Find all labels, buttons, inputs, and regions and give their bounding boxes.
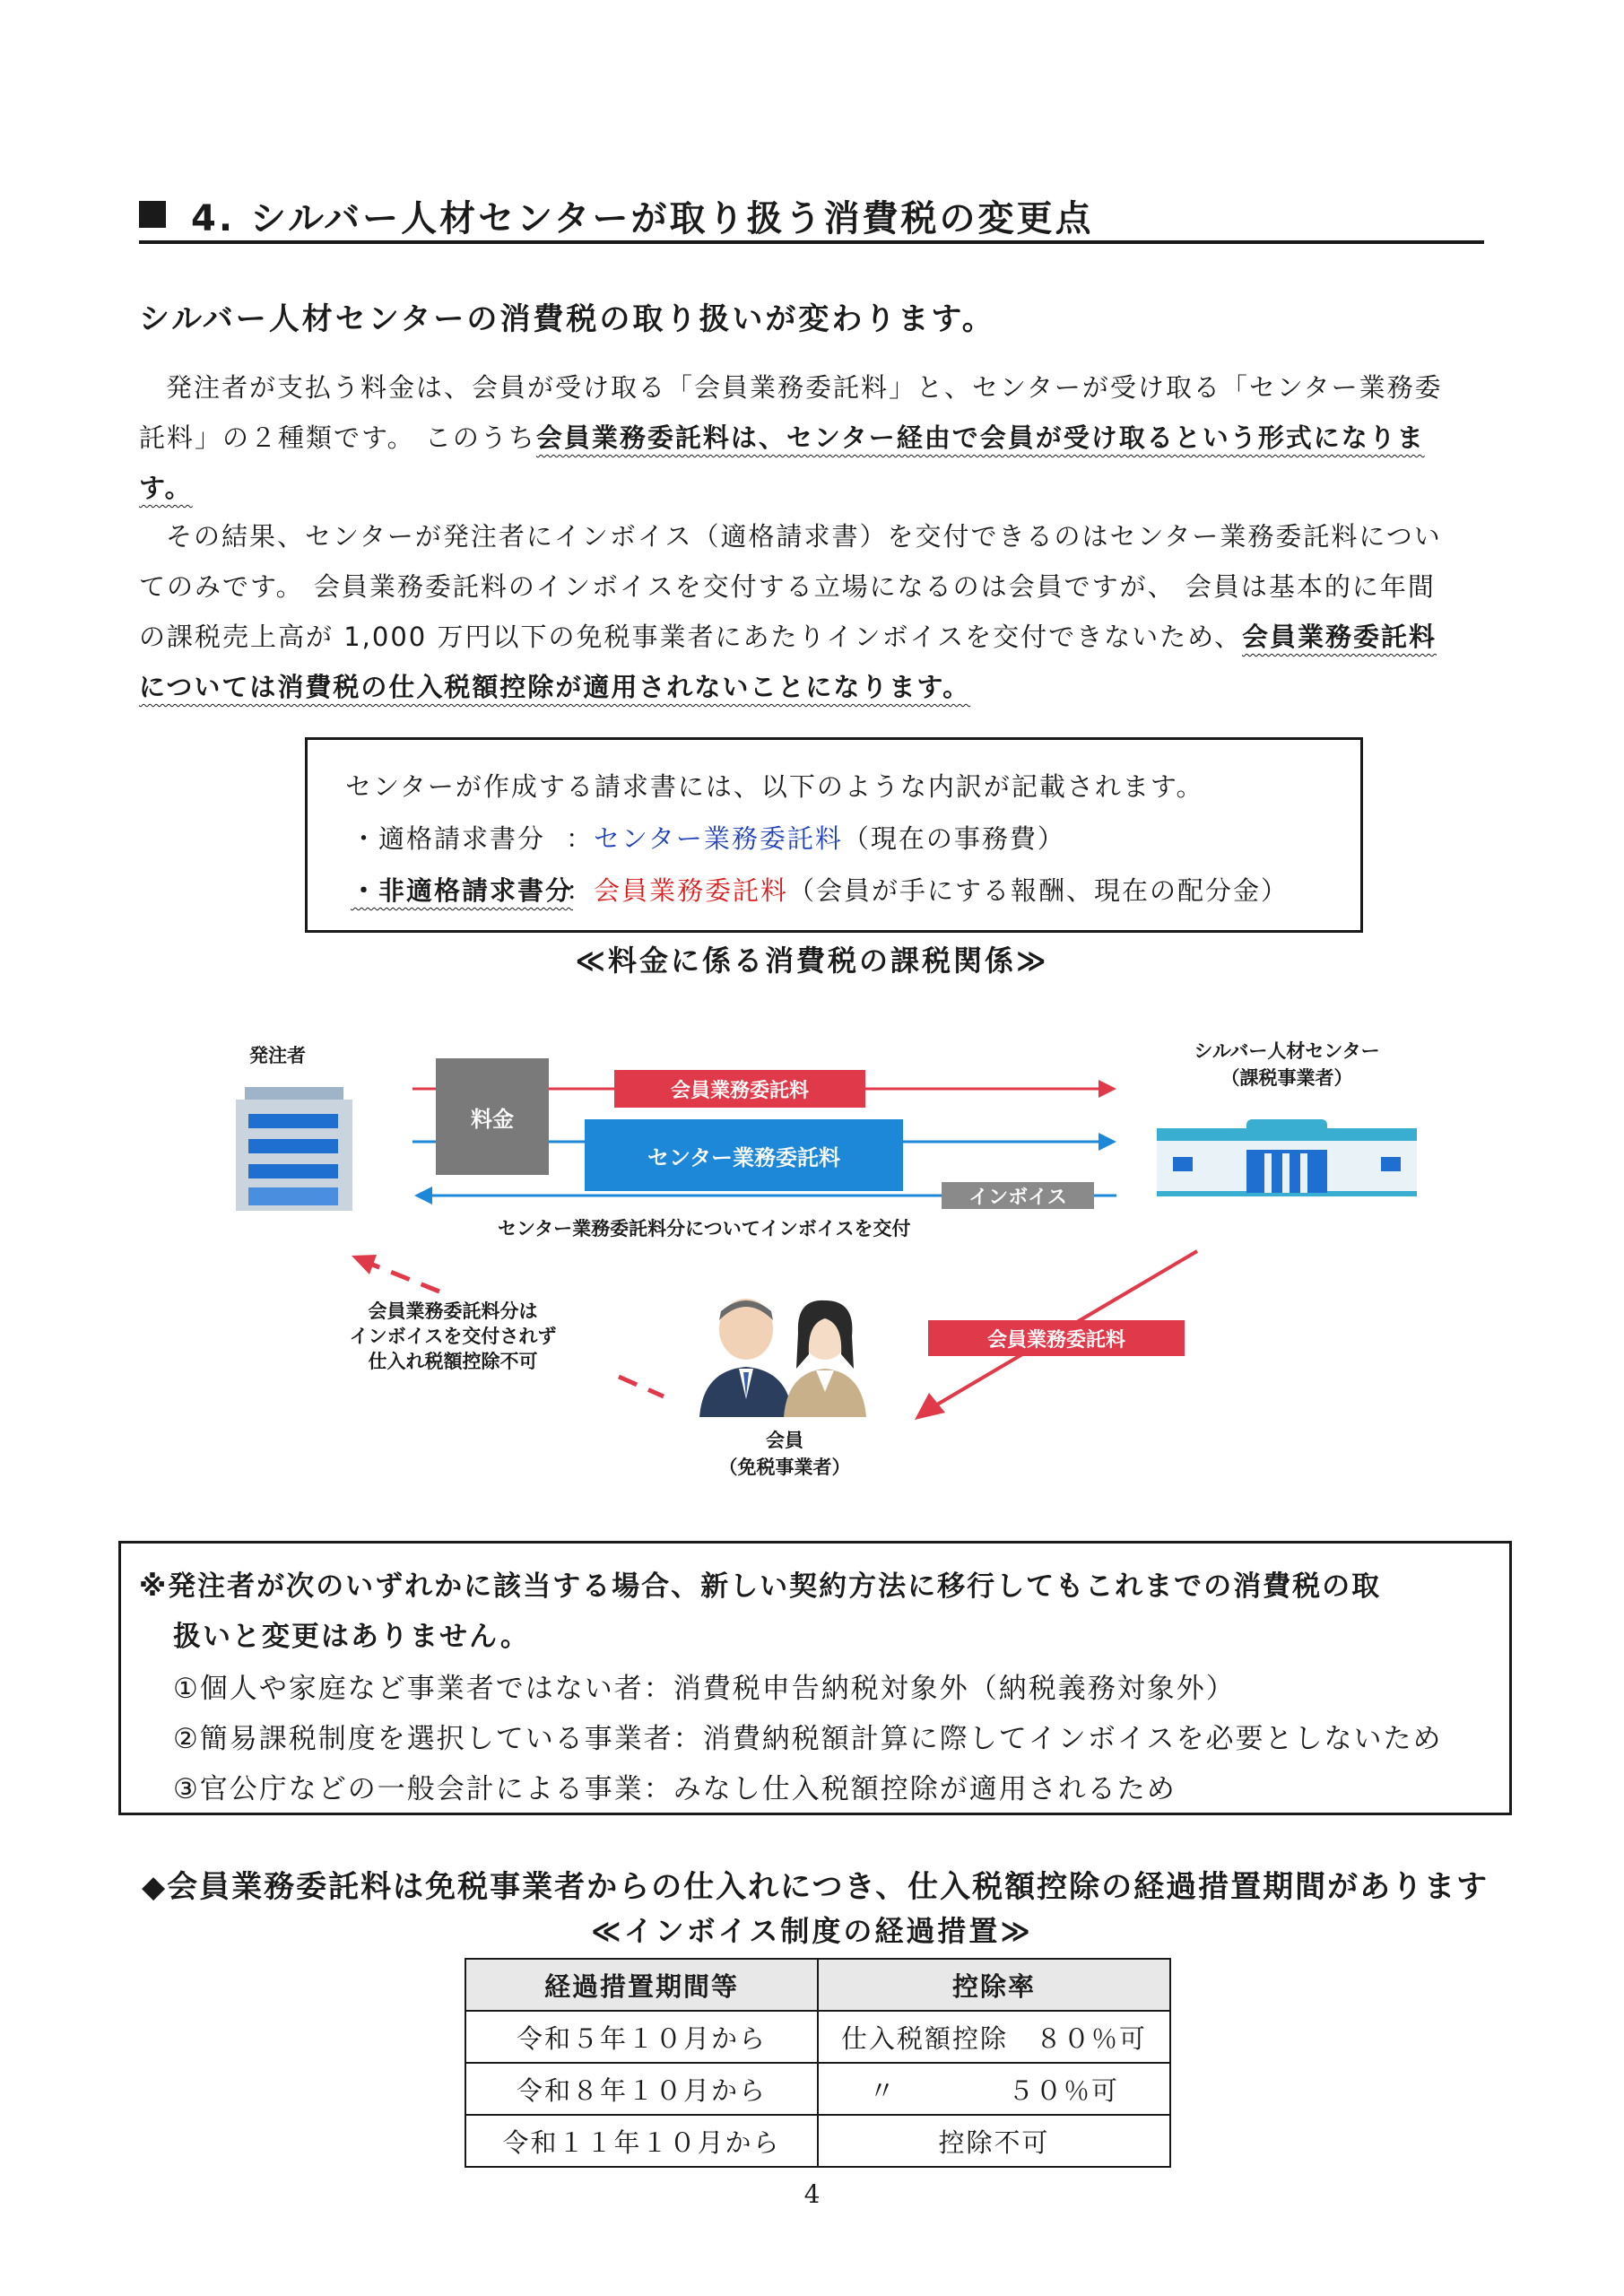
exception-box <box>118 1541 1512 1815</box>
table-cell-period: 令和８年１０月から <box>465 2063 818 2115</box>
table-row <box>465 2115 1170 2167</box>
paragraph1-line2-bold: 会員業務委託料は、センター経由で会員が受け取るという形式になりま <box>535 422 1425 453</box>
no-invoice-line3: 仕入れ税額控除不可 <box>368 1351 538 1372</box>
paragraph2-line3-plain: の課税売上高が 1,000 万円以下の免税事業者にあたりインボイスを交付できないため、 <box>139 622 1243 652</box>
table-cell-rate: 〃 ５０％可 <box>818 2063 1170 2115</box>
invoice-breakdown-box <box>305 737 1363 933</box>
heading-rule <box>139 240 1484 244</box>
table-cell-period: 令和５年１０月から <box>465 2011 818 2063</box>
paragraph2-line3 <box>139 624 1437 650</box>
exception-line2: 扱いと変更はありません。 <box>173 1621 530 1653</box>
exception-item2: ②簡易課税制度を選択している事業者：消費納税額計算に際してインボイスを必要としないため <box>173 1723 1443 1755</box>
transition-title: ≪インボイス制度の経過措置≫ <box>591 1914 1033 1948</box>
client-building-icon <box>229 1083 363 1213</box>
table-header-row <box>465 1959 1170 2011</box>
qualified-note: （現在の事務費） <box>842 823 1065 854</box>
paragraph1-line3: す。 <box>139 473 193 503</box>
paragraph2-line1: その結果、センターが発注者にインボイス（適格請求書）を交付できるのはセンター業務委託料につい <box>166 521 1442 552</box>
invoice-tag: インボイス <box>942 1182 1094 1209</box>
qualified-value: センター業務委託料 <box>594 823 843 854</box>
qualified-label: ・適格請求書分 <box>351 823 546 854</box>
invoice-item-nonqualified <box>351 871 1289 908</box>
exception-item3: ③官公庁などの一般会計による事業：みなし仕入税額控除が適用されるため <box>173 1773 1177 1805</box>
nonqualified-label: ・非適格請求書分 <box>351 875 574 906</box>
nonqualified-note: （会員が手にする報酬、現在の配分金） <box>788 875 1290 906</box>
member-label: 会員 <box>766 1430 803 1451</box>
invoice-caption: センター業務委託料分についてインボイスを交付 <box>498 1218 911 1239</box>
qualified-colon: ： <box>566 823 595 854</box>
paragraph2-line4: については消費税の仕入税額控除が適用されないことになります。 <box>139 672 971 702</box>
paragraph1-line1: 発注者が支払う料金は、会員が受け取る「会員業務委託料」と、センターが受け取る「センター業務委 <box>166 372 1443 403</box>
invoice-box-intro: センターが作成する請求書には、以下のような内訳が記載されます。 <box>345 771 1204 802</box>
heading-square-icon <box>139 201 166 228</box>
exception-line1: ※発注者が次のいずれかに該当する場合、新しい契約方法に移行してもこれまでの消費税の取 <box>139 1570 1382 1603</box>
table-cell-rate: 控除不可 <box>818 2115 1170 2167</box>
table-cell-period: 令和１１年１０月から <box>465 2115 818 2167</box>
fee-box: 料金 <box>436 1058 549 1175</box>
diagram-title: ≪料金に係る消費税の課税関係≫ <box>575 944 1049 978</box>
center-label: シルバー人材センター <box>1194 1040 1380 1062</box>
no-invoice-line1: 会員業務委託料分は <box>368 1300 538 1322</box>
section-heading <box>139 190 1484 244</box>
member-sublabel: （免税事業者） <box>718 1457 851 1478</box>
member-payment-box: 会員業務委託料 <box>928 1320 1185 1356</box>
paragraph2-line2: てのみです。 会員業務委託料のインボイスを交付する立場になるのは会員ですが、 会員は基本的に年間 <box>139 571 1436 602</box>
table-row <box>465 2063 1170 2115</box>
transition-table <box>465 1958 1171 2168</box>
client-label: 発注者 <box>249 1045 306 1066</box>
center-fee-box: センター業務委託料 <box>585 1119 903 1191</box>
member-fee-box: 会員業務委託料 <box>614 1070 865 1108</box>
transition-note: ◆会員業務委託料は免税事業者からの仕入れにつき、仕入税額控除の経過措置期間があります <box>142 1869 1489 1905</box>
page-number: 4 <box>803 2179 821 2209</box>
paragraph2-line3-bold: 会員業務委託料 <box>1242 622 1437 652</box>
exception-item1: ①個人や家庭など事業者ではない者：消費税申告納税対象外（納税義務対象外） <box>173 1673 1236 1705</box>
table-header-period: 経過措置期間等 <box>465 1959 818 2011</box>
no-invoice-line2: インボイスを交付されず <box>349 1326 557 1347</box>
nonqualified-value: 会員業務委託料 <box>594 875 789 906</box>
table-header-rate: 控除率 <box>818 1959 1170 2011</box>
table-cell-rate: 仕入税額控除 ８０％可 <box>818 2011 1170 2063</box>
heading-title: 4. シルバー人材センターが取り扱う消費税の変更点 <box>191 198 1094 239</box>
paragraph1-line2 <box>139 422 1425 453</box>
nonqualified-colon: ： <box>566 875 595 906</box>
section-subtitle: シルバー人材センターの消費税の取り扱いが変わります。 <box>139 301 995 337</box>
paragraph1-line2-plain: 託料」の２種類です。 このうち <box>139 422 536 453</box>
table-row <box>465 2011 1170 2063</box>
members-illustration <box>690 1292 879 1417</box>
center-sublabel: （課税事業者） <box>1220 1067 1353 1089</box>
invoice-item-qualified <box>351 819 1065 856</box>
